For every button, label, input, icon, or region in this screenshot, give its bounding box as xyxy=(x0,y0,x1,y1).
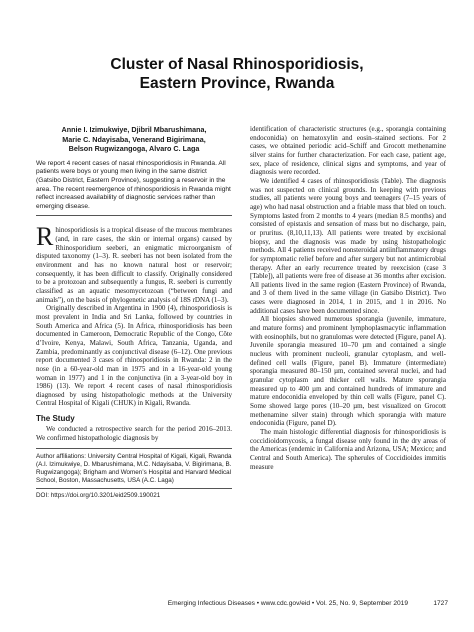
page-number: 1727 xyxy=(433,600,448,607)
title-line-1: Cluster of Nasal Rhinosporidiosis, xyxy=(110,56,364,73)
section-heading-study: The Study xyxy=(36,414,75,424)
authors-line-1: Annie I. Izimukwiye, Djibril Mbarushimana, xyxy=(61,125,207,134)
study-paragraph-2: identification of characteristic structures (e.g., sporangia containing endoconidia) on hematoxylin and eosin–stained sections. For 2 cases, we obtained periodic acid–Schiff and Grocott methenamine silver stains for further characterization. For each case, patient age, sex, place of residence, clinical signs and symptoms, and year of diagnosis were recorded. xyxy=(250,125,446,177)
title-line-2: Eastern Province, Rwanda xyxy=(139,75,335,92)
author-list xyxy=(36,125,232,154)
intro-paragraph-2: Originally described in Argentina in 1900 (4), rhinosporidiosis is most prevalent in India and Sri Lanka, followed by countries in South America and Africa (5). In Africa, rhinosporidiosis has been documented in Cameroon, Democratic Republic of the Congo, Côte d’Ivoire, Kenya, Malawi, South Africa, Tanzania, Uganda, and Zambia, predominantly as conjunctival disease (6–12). One previous report documented 3 cases of rhinosporidiosis in Rwanda: 2 in the nose (in a 60-year-old man in 1975 and in a 16-year-old young woman in 1977) and 1 in the conjunctiva (in a 3-year-old boy in 1986) (13). We report 4 recent cases of nasal rhinosporidiosis diagnosed by using histopathologic methods at the University Central Hospital of Kigali (CHUK) in Kigali, Rwanda. xyxy=(36,304,232,408)
study-paragraph-4: All biopsies showed numerous sporangia (juvenile, immature, and mature forms) and prominent lymphoplasmacytic inflammation with eosinophils, but no granulomas were detected (Figure, panel A). Juvenile sporangia measured 10–70 µm and contained a single nucleus with prominent nucleoli, granular cytoplasm, and well-defined cell walls (Figure, panel B). Immature (intermediate) sporangia measured 80–150 µm, contained several nuclei, and had granular cytoplasm and thicker cell walls. Mature sporangia measured up to 400 µm and contained hundreds of immature and mature endoconidia enveloped by thin cell walls (Figure, panel C). Some showed large pores (10–20 µm, best visualized on Grocott methenamine silver stain) through which sporangia with mature endoconidia (Figure, panel D). xyxy=(250,315,446,428)
article-title xyxy=(40,55,434,93)
intro-paragraph-1 xyxy=(36,222,232,304)
drop-cap: R xyxy=(36,222,54,252)
footer-journal-citation: Emerging Infectious Diseases • www.cdc.gov/eid • Vol. 25, No. 9, September 2019 xyxy=(167,600,408,607)
doi-link[interactable]: DOI: https://doi.org/10.3201/eid2509.190021 xyxy=(36,488,232,499)
authors-line-2: Marie C. Ndayisaba, Venerand Bigirimana, xyxy=(62,134,206,144)
left-column xyxy=(36,125,232,499)
authors-line-3: Belson Rugwizangoga, Alvaro C. Laga xyxy=(68,144,200,154)
study-paragraph-1: We conducted a retrospective search for the period 2016–2013. We confirmed histopathologic diagnosis by xyxy=(36,425,232,442)
author-affiliations: Author affiliations: University Central Hospital of Kigali, Kigali, Rwanda (A.I. Izimukwiye, D. Mbarushimana, M.C. Ndayisaba, V. Bigirimana, B. Rugwizangoga); Brigham and Women’s Hospital and Harvard Medical School, Boston, Massachusetts, USA (A.C. Laga) xyxy=(36,448,232,485)
study-paragraph-5: The main histologic differential diagnosis for rhinosporidiosis is coccidioidomycosis, a fungal disease only found in the dry areas of the Americas (endemic in California and Arizona, USA; Mexico; and Central and South America). The spherules of Coccidioides immitis measure xyxy=(250,427,446,471)
right-column xyxy=(250,125,446,471)
intro-paragraph-1-text: hinosporidiosis is a tropical disease of the mucous membranes (and, in rare cases, the skin or internal organs) caused by Rhinosporidium seeberi, an enigmatic microorganism of disputed taxonomy (1–3). R. seeberi has not been isolated from the environment and has no known natural host or reservoir; consequently, it has been difficult to classify. Originally considered to be a protozoan and subsequently a fungus, R. seeberi is currently classified as an aquatic mesomycetozoan (“between fungi and animals”), on the basis of phylogenetic analysis of 18S rDNA (1–3). xyxy=(36,226,232,304)
abstract: We report 4 recent cases of nasal rhinosporidiosis in Rwanda. All patients were boys or young men living in the same district (Gatsibo District, Eastern Province), suggesting a reservoir in the area. The recent reemergence of rhinosporidiosis in Rwanda might reflect increased availability of diagnostic services rather than emerging disease. xyxy=(36,160,232,217)
study-paragraph-3: We identified 4 cases of rhinosporidiosis (Table). The diagnosis was not suspected on clinical grounds. In keeping with previous studies, all patients were young boys and teenagers (7–15 years of age) who had nasal obstruction and a friable mass that bled on touch. Symptoms lasted from 2 months to 4 years (median 8.5 months) and consisted of epistaxis and sensation of mass but no discharge, pain, or pruritus. (8,10,11,13). All patients were treated by excisional biopsy, and the diagnosis was made by using histopathologic methods. All 4 patients received nonsteroidal antiinflammatory drugs for symptomatic relief before and after surgery but not antimicrobial therapy. After an early recurrence treated by reexcision (case 3 [Table]), all patients were free of disease at 36 months after excision. All patients lived in the same region (Eastern Province) of Rwanda, and 3 of them lived in the same village (in Gatsibo District). Two cases were diagnosed in 2014, 1 in 2015, and 1 in 2016. No additional cases have been documented since. xyxy=(250,176,446,315)
